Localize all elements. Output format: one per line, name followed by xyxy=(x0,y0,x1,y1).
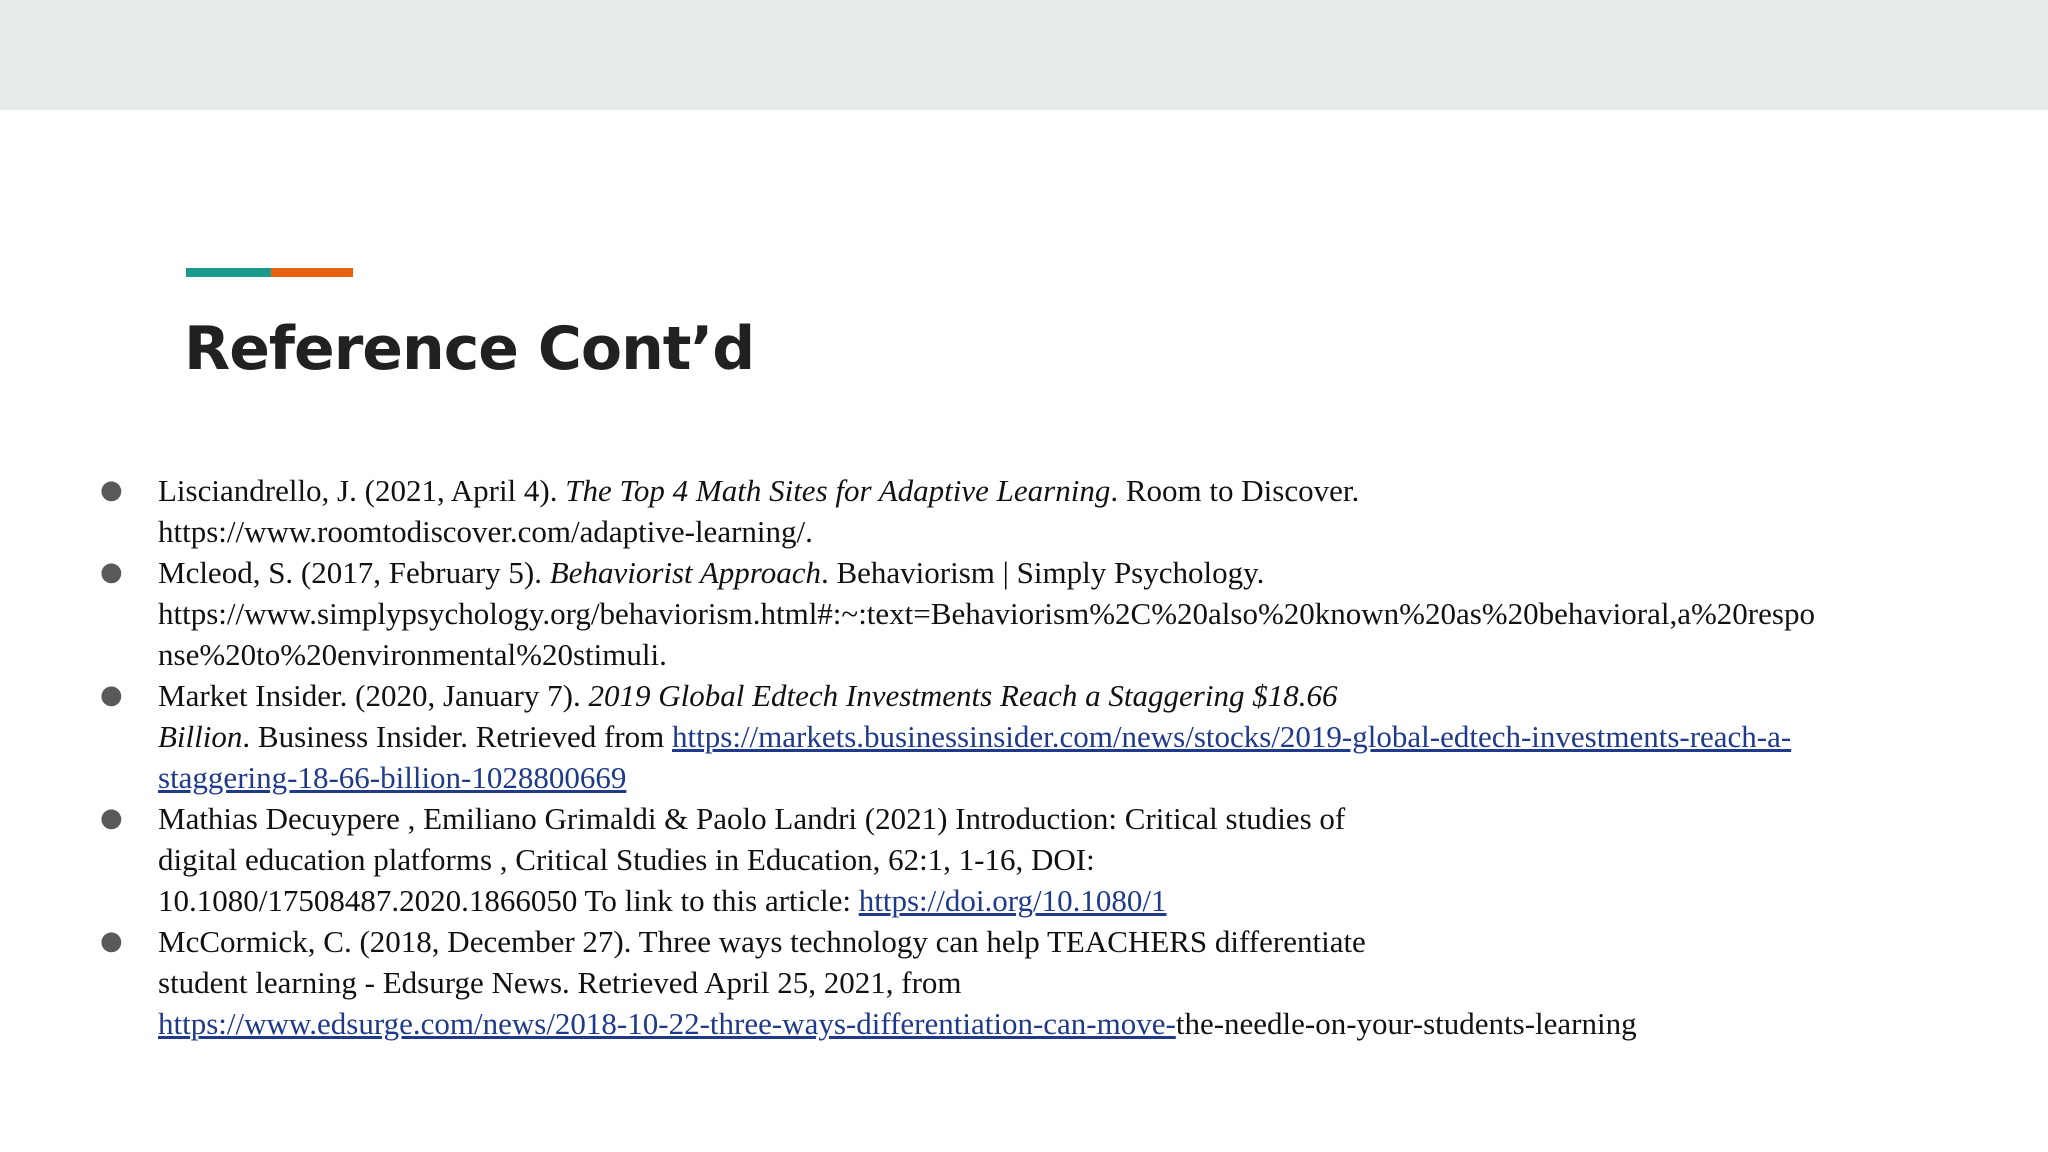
reference-link[interactable]: https://doi.org/10.1080/1 xyxy=(858,883,1167,918)
reference-line: Lisciandrello, J. (2021, April 4). The Top 4 Math Sites for Adaptive Learning. Room to Discover. xyxy=(158,473,1360,508)
reference-item xyxy=(100,921,2000,1044)
accent-bar-orange xyxy=(271,268,353,277)
reference-item xyxy=(100,675,2000,798)
bullet-icon: ● xyxy=(100,475,123,505)
bullet-icon: ● xyxy=(100,680,123,710)
bullet-icon: ● xyxy=(100,926,123,956)
reference-line: Mathias Decuypere , Emiliano Grimaldi & Paolo Landri (2021) Introduction: Critical studies of xyxy=(158,801,1346,836)
reference-list xyxy=(100,470,2000,1044)
bullet-icon: ● xyxy=(100,803,123,833)
top-band xyxy=(0,0,2048,110)
reference-link[interactable]: https://markets.businessinsider.com/news/stocks/2019-global-edtech-investments-reach-a- xyxy=(672,719,1792,754)
reference-line: Mcleod, S. (2017, February 5). Behaviorist Approach. Behaviorism | Simply Psychology. xyxy=(158,555,1265,590)
reference-url: https://www.roomtodiscover.com/adaptive-learning/. xyxy=(158,514,813,549)
reference-line: Market Insider. (2020, January 7). 2019 Global Edtech Investments Reach a Staggering $18.66 xyxy=(158,678,1338,713)
reference-url: https://www.simplypsychology.org/behaviorism.html#:~:text=Behaviorism%2C%20also%20known%20as%20behavioral,a%20respo xyxy=(158,596,1815,631)
reference-item xyxy=(100,798,2000,921)
reference-link[interactable]: staggering-18-66-billion-1028800669 xyxy=(158,760,627,795)
reference-link[interactable]: https://www.edsurge.com/news/2018-10-22-three-ways-differentiation-can-move- xyxy=(158,1006,1176,1041)
slide-title: Reference Cont’d xyxy=(184,314,755,384)
reference-url: nse%20to%20environmental%20stimuli. xyxy=(158,637,667,672)
reference-line: digital education platforms , Critical Studies in Education, 62:1, 1-16, DOI: xyxy=(158,842,1095,877)
reference-line xyxy=(158,757,2000,798)
reference-line: student learning - Edsurge News. Retrieved April 25, 2021, from xyxy=(158,965,962,1000)
accent-bar-teal xyxy=(186,268,271,277)
reference-line: 10.1080/17508487.2020.1866050 To link to this article: https://doi.org/10.1080/1 xyxy=(158,883,1167,918)
reference-item xyxy=(100,470,2000,552)
reference-item xyxy=(100,552,2000,675)
reference-line: Billion. Business Insider. Retrieved from https://markets.businessinsider.com/news/stocks/2019-global-edtech-investments-reach-a- xyxy=(158,719,1792,754)
reference-line: McCormick, C. (2018, December 27). Three ways technology can help TEACHERS differentiate xyxy=(158,924,1366,959)
reference-line: https://www.edsurge.com/news/2018-10-22-three-ways-differentiation-can-move-the-needle-on-your-students-learning xyxy=(158,1006,1637,1041)
bullet-icon: ● xyxy=(100,557,123,587)
